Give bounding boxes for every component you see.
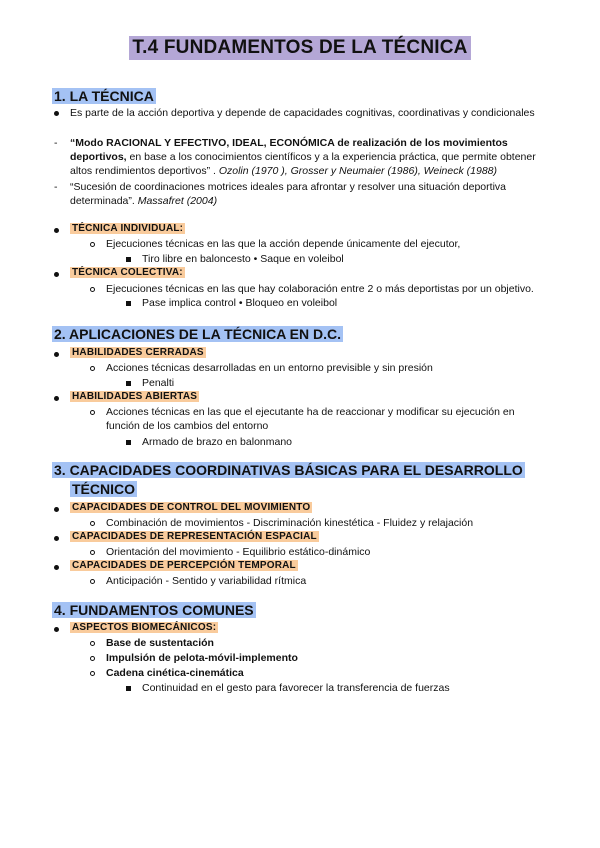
habilidades-cerradas-desc: Acciones técnicas desarrolladas en un entorno previsible y sin presión <box>106 362 433 374</box>
tecnica-individual-label: TÉCNICA INDIVIDUAL: <box>72 223 184 234</box>
bullet-dot <box>54 507 59 512</box>
habilidades-abiertas-desc-b: función de los cambios del entorno <box>106 420 269 432</box>
tecnica-individual-example: Tiro libre en baloncesto • Saque en voleibol <box>142 253 344 265</box>
bullet-dot <box>54 228 59 233</box>
habilidades-abiertas-desc-a: Acciones técnicas en las que el ejecutante ha de reaccionar y modificar su ejecución en <box>106 406 515 418</box>
circle-bullet <box>90 656 95 661</box>
capacidades-control-desc: Combinación de movimientos - Discriminación kinestética - Fluidez y relajación <box>106 517 474 529</box>
capacidades-control-label: CAPACIDADES DE CONTROL DEL MOVIMIENTO <box>72 502 311 513</box>
square-bullet <box>126 440 131 445</box>
tecnica-individual-desc: Ejecuciones técnicas en las que la acción depende únicamente del ejecutor, <box>106 238 461 250</box>
bullet-dot <box>54 565 59 570</box>
s1-bullet-1: Es parte de la acción deportiva y depende de capacidades cognitivas, coordinativas y condicionales <box>70 107 535 119</box>
section-3-heading-b: TÉCNICO <box>72 481 135 497</box>
section-3-heading-a: 3. CAPACIDADES COORDINATIVAS BÁSICAS PARA EL DESARROLLO <box>54 462 523 478</box>
circle-bullet <box>90 579 95 584</box>
capacidades-percepcion-desc: Anticipación - Sentido y variabilidad rítmica <box>106 575 307 587</box>
circle-bullet <box>90 242 95 247</box>
circle-bullet <box>90 671 95 676</box>
bullet-dot <box>54 111 59 116</box>
capacidades-representacion-label: CAPACIDADES DE REPRESENTACIÓN ESPACIAL <box>72 531 317 542</box>
bullet-dot <box>54 272 59 277</box>
section-4-heading: 4. FUNDAMENTOS COMUNES <box>54 602 254 618</box>
circle-bullet <box>90 366 95 371</box>
tecnica-colectiva-desc: Ejecuciones técnicas en las que hay colaboración entre 2 o más deportistas por un objetivo. <box>106 283 534 295</box>
s1-dash2-line-b: determinada”. Massafret (2004) <box>70 195 218 207</box>
circle-bullet <box>90 410 95 415</box>
square-bullet <box>126 686 131 691</box>
bullet-dot <box>54 627 59 632</box>
bullet-dot <box>54 536 59 541</box>
s1-dash2-line-a: “Sucesión de coordinaciones motrices ideales para afrontar y resolver una situación deportiva <box>70 181 506 193</box>
habilidades-abiertas-label: HABILIDADES ABIERTAS <box>72 391 198 402</box>
fundamento-item-2: Impulsión de pelota-móvil-implemento <box>106 652 298 664</box>
page-title: T.4 FUNDAMENTOS DE LA TÉCNICA <box>129 36 470 60</box>
habilidades-abiertas-example: Armado de brazo en balonmano <box>142 436 293 448</box>
capacidades-percepcion-label: CAPACIDADES DE PERCEPCIÓN TEMPORAL <box>72 560 296 571</box>
square-bullet <box>126 381 131 386</box>
capacidades-representacion-desc: Orientación del movimiento - Equilibrio estático-dinámico <box>106 546 371 558</box>
habilidades-cerradas-label: HABILIDADES CERRADAS <box>72 347 204 358</box>
s1-dash1-line-b: deportivos, en base a los conocimientos científicos y a la experiencia práctica, que permite obtener <box>70 151 536 163</box>
bullet-dot <box>54 396 59 401</box>
tecnica-colectiva-example: Pase implica control • Bloqueo en voleibol <box>142 297 338 309</box>
tecnica-colectiva-label: TÉCNICA COLECTIVA: <box>72 267 183 278</box>
bullet-dot <box>54 352 59 357</box>
section-2-heading: 2. APLICACIONES DE LA TÉCNICA EN D.C. <box>54 326 342 342</box>
circle-bullet <box>90 521 95 526</box>
s1-dash1-line-a: “Modo RACIONAL Y EFECTIVO, IDEAL, ECONÓMICA de realización de los movimientos <box>70 137 508 149</box>
square-bullet <box>126 257 131 262</box>
habilidades-cerradas-example: Penalti <box>142 377 175 389</box>
square-bullet <box>126 301 131 306</box>
dash: - <box>54 137 58 149</box>
fundamento-item-3: Cadena cinética-cinemática <box>106 667 244 679</box>
fundamento-item-3-sub: Continuidad en el gesto para favorecer la transferencia de fuerzas <box>142 682 450 694</box>
circle-bullet <box>90 641 95 646</box>
section-1-heading: 1. LA TÉCNICA <box>54 88 154 104</box>
aspectos-biomecanicos-label: ASPECTOS BIOMECÁNICOS: <box>72 622 217 633</box>
s1-dash1-line-c: altos rendimientos deportivos” . Ozolin (1970 ), Grosser y Neumaier (1986), Weineck (1988) <box>70 165 497 177</box>
fundamento-item-1: Base de sustentación <box>106 637 214 649</box>
circle-bullet <box>90 287 95 292</box>
dash: - <box>54 181 58 193</box>
circle-bullet <box>90 550 95 555</box>
